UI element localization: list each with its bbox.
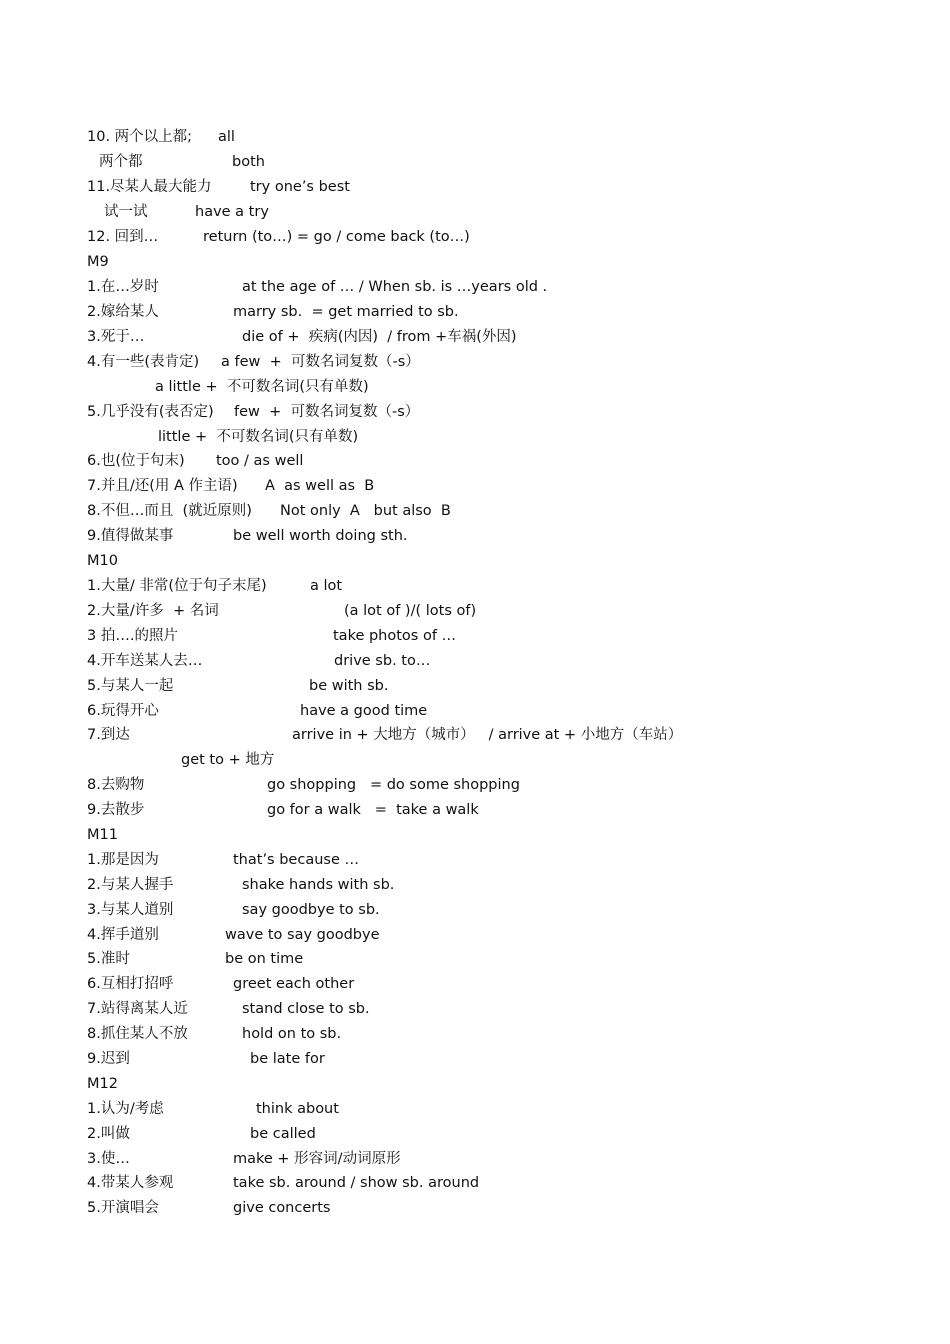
line-english: shake hands with sb. <box>242 877 395 893</box>
line-chinese: 3.与某人道别 <box>87 902 174 918</box>
line-english: give concerts <box>233 1200 331 1216</box>
line-english: try one’s best <box>250 179 350 195</box>
line-chinese: 2.大量/许多 + 名词 <box>87 603 219 619</box>
line-english: (a lot of )/( lots of) <box>344 603 477 619</box>
line-english: think about <box>256 1101 339 1117</box>
line-chinese: 2.叫做 <box>87 1126 130 1142</box>
line-chinese: 5.开演唱会 <box>87 1200 159 1216</box>
line-english: a lot <box>310 578 343 594</box>
line-english: little + 不可数名词(只有单数) <box>158 429 359 445</box>
line-chinese: 9.值得做某事 <box>87 528 174 544</box>
line-english: be with sb. <box>309 678 389 694</box>
line-chinese: 9.迟到 <box>87 1051 130 1067</box>
line-english: Not only A but also B <box>280 503 451 519</box>
line-chinese: 7.站得离某人近 <box>87 1001 188 1017</box>
line-english: marry sb. = get married to sb. <box>233 304 459 320</box>
line-english: too / as well <box>216 453 304 469</box>
line-english: get to + 地方 <box>181 752 275 768</box>
line-english: both <box>232 154 265 170</box>
line-english: take photos of … <box>333 628 457 644</box>
line-english: go shopping = do some shopping <box>267 777 520 793</box>
line-chinese: 4.带某人参观 <box>87 1175 174 1191</box>
line-english: be on time <box>225 951 304 967</box>
line-chinese: 10. 两个以上都; <box>87 129 193 145</box>
line-english: be well worth doing sth. <box>233 528 408 544</box>
line-chinese: M10 <box>87 553 118 569</box>
line-english: be late for <box>250 1051 325 1067</box>
line-chinese: 7.并且/还(用 A 作主语) <box>87 478 238 494</box>
line-english: say goodbye to sb. <box>242 902 380 918</box>
line-chinese: 8.抓住某人不放 <box>87 1026 188 1042</box>
line-english: all <box>218 129 235 145</box>
line-english: take sb. around / show sb. around <box>233 1175 480 1191</box>
line-chinese: 4.有一些(表肯定) <box>87 354 200 370</box>
line-chinese: 1.认为/考虑 <box>87 1101 164 1117</box>
line-english: die of + 疾病(内因) / from +车祸(外因) <box>242 329 517 345</box>
line-chinese: 7.到达 <box>87 727 130 743</box>
line-english: a few + 可数名词复数（-s） <box>221 354 420 370</box>
line-chinese: M12 <box>87 1076 118 1092</box>
line-chinese: 4.开车送某人去… <box>87 653 203 669</box>
line-english: wave to say goodbye <box>225 927 380 943</box>
line-chinese: 5.准时 <box>87 951 130 967</box>
line-english: greet each other <box>233 976 355 992</box>
line-chinese: M9 <box>87 254 109 270</box>
line-chinese: 12. 回到… <box>87 229 159 245</box>
line-english: be called <box>250 1126 316 1142</box>
line-english: return (to…) = go / come back (to…) <box>203 229 470 245</box>
line-english: go for a walk = take a walk <box>267 802 479 818</box>
line-chinese: 8.去购物 <box>87 777 145 793</box>
line-chinese: 试一试 <box>104 204 148 220</box>
line-chinese: 1.那是因为 <box>87 852 159 868</box>
line-chinese: M11 <box>87 827 118 843</box>
line-english: have a good time <box>300 703 428 719</box>
line-english: at the age of … / When sb. is …years old . <box>242 279 548 295</box>
line-chinese: 6.互相打招呼 <box>87 976 174 992</box>
line-english: a little + 不可数名词(只有单数) <box>155 379 369 395</box>
line-chinese: 6.也(位于句末) <box>87 453 185 469</box>
line-chinese: 3.死于… <box>87 329 145 345</box>
line-english: few + 可数名词复数（-s） <box>234 404 420 420</box>
line-chinese: 9.去散步 <box>87 802 145 818</box>
line-english: that’s because … <box>233 852 359 868</box>
line-english: drive sb. to… <box>334 653 431 669</box>
line-chinese: 3 拍….的照片 <box>87 628 178 644</box>
line-english: hold on to sb. <box>242 1026 342 1042</box>
line-chinese: 1.在…岁时 <box>87 279 159 295</box>
line-chinese: 5.几乎没有(表否定) <box>87 404 214 420</box>
line-english: arrive in + 大地方（城市） / arrive at + 小地方（车站） <box>292 727 683 743</box>
line-chinese: 11.尽某人最大能力 <box>87 179 212 195</box>
line-english: make + 形容词/动词原形 <box>233 1151 401 1167</box>
line-english: stand close to sb. <box>242 1001 370 1017</box>
line-chinese: 1.大量/ 非常(位于句子末尾) <box>87 578 267 594</box>
line-chinese: 6.玩得开心 <box>87 703 159 719</box>
line-chinese: 5.与某人一起 <box>87 678 174 694</box>
line-chinese: 2.与某人握手 <box>87 877 174 893</box>
line-english: have a try <box>195 204 269 220</box>
line-chinese: 4.挥手道别 <box>87 927 159 943</box>
line-chinese: 3.使… <box>87 1151 130 1167</box>
line-chinese: 8.不但…而且 (就近原则) <box>87 503 252 519</box>
line-chinese: 2.嫁给某人 <box>87 304 159 320</box>
line-chinese: 两个都 <box>99 154 143 170</box>
line-english: A as well as B <box>265 478 375 494</box>
